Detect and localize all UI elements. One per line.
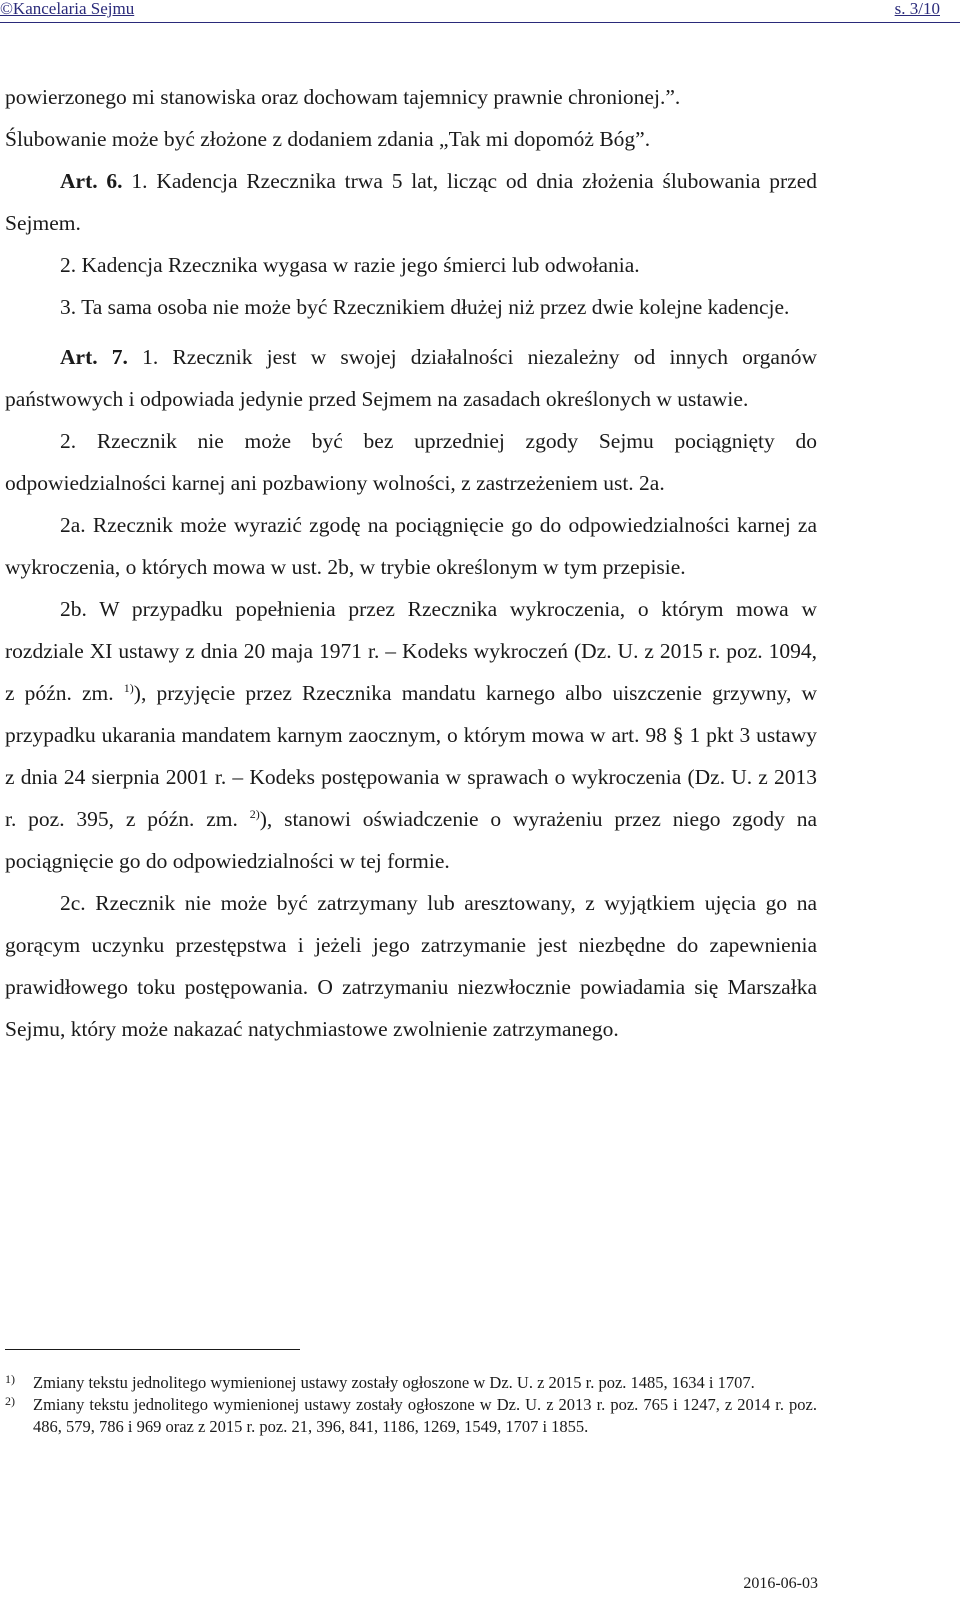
article-7-heading: Art. 7. <box>60 345 128 369</box>
footnote-2 <box>5 1394 817 1438</box>
article-6-section-1-text: 1. Kadencja Rzecznika trwa 5 lat, licząc od dnia złożenia ślubowania przed Sejmem. <box>5 169 818 235</box>
article-7-section-2a: 2a. Rzecznik może wyrazić zgodę na pociągnięcie go do odpowiedzialności karnej za wykroczenia, o których mowa w ust. 2b, w trybie określonym w tym przepisie. <box>5 513 817 579</box>
article-6-section-2: 2. Kadencja Rzecznika wygasa w razie jego śmierci lub odwołania. <box>60 253 640 277</box>
paragraph-oath-end: powierzonego mi stanowiska oraz dochowam tajemnicy prawnie chronionej.”. <box>5 85 681 109</box>
document-body <box>5 76 817 1050</box>
footnote-1-text: Zmiany tekstu jednolitego wymienionej ustawy zostały ogłoszone w Dz. U. z 2015 r. poz. 1485, 1634 i 1707. <box>33 1373 755 1392</box>
section-2b-text-1: 2b. W przypadku popełnienia przez Rzecznika wykroczenia, o którym mowa w rozdziale XI ustawy z dnia 20 maja 1971 r. – Kodeks wykroczeń (Dz. U. z 2015 r. poz. 1094, z późn. zm. <box>5 597 817 705</box>
footnote-2-number: 2) <box>5 1394 15 1408</box>
paragraph-oath-addition: Ślubowanie może być złożone z dodaniem zdania „Tak mi dopomóż Bóg”. <box>5 127 651 151</box>
footnote-1 <box>5 1372 817 1394</box>
article-7-section-2: 2. Rzecznik nie może być bez uprzedniej zgody Sejmu pociągnięty do odpowiedzialności karnej ani pozbawiony wolności, z zastrzeżeniem ust. 2a. <box>5 429 817 495</box>
header-rule <box>0 22 960 23</box>
footnote-2-text: Zmiany tekstu jednolitego wymienionej ustawy zostały ogłoszone w Dz. U. z 2013 r. poz. 765 i 1247, z 2014 r. poz. 486, 579, 786 i 969 oraz z 2015 r. poz. 21, 396, 841, 1186, 1269, 1549, 1707 i 1855. <box>33 1395 817 1436</box>
footnote-1-number: 1) <box>5 1372 15 1386</box>
article-6-heading: Art. 6. <box>60 169 123 193</box>
article-6-section-1 <box>5 160 817 244</box>
article-7-section-2c: 2c. Rzecznik nie może być zatrzymany lub aresztowany, z wyjątkiem ujęcia go na gorącym uczynku przestępstwa i jeżeli jego zatrzymanie jest niezbędne do zapewnienia prawidłowego toku postępowania. O zatrzymaniu niezwłocznie powiadamia się Marszałka Sejmu, który może nakazać natychmiastowe zwolnienie zatrzymanego. <box>5 891 817 1041</box>
page-footer-date: 2016-06-03 <box>743 1575 818 1592</box>
page-header <box>0 0 960 22</box>
footnote-ref-1[interactable]: 1) <box>123 681 134 695</box>
page-number: s. 3/10 <box>894 0 940 18</box>
section-2b-text-3: ), stanowi oświadczenie o wyrażeniu przez niego zgody na pociągnięcie go do odpowiedzialności w tej formie. <box>5 807 817 873</box>
article-7-section-1 <box>5 336 817 420</box>
publisher-label: ©Kancelaria Sejmu <box>0 0 135 18</box>
article-7-section-2b <box>5 588 817 882</box>
section-2b-text-2: ), przyjęcie przez Rzecznika mandatu karnego albo uiszczenie grzywny, w przypadku ukarania mandatem karnym zaocznym, o którym mowa w art. 98 § 1 pkt 3 ustawy z dnia 24 sierpnia 2001 r. – Kodeks postępowania w sprawach o wykroczenia (Dz. U. z 2013 r. poz. 395, z późn. zm. <box>5 681 817 831</box>
footnote-separator <box>5 1349 300 1350</box>
article-6-section-3: 3. Ta sama osoba nie może być Rzecznikiem dłużej niż przez dwie kolejne kadencje. <box>60 295 790 319</box>
footnotes <box>5 1372 817 1438</box>
footnote-ref-2[interactable]: 2) <box>249 807 260 821</box>
article-7-section-1-text: 1. Rzecznik jest w swojej działalności niezależny od innych organów państwowych i odpowiada jedynie przed Sejmem na zasadach określonych w ustawie. <box>5 345 818 411</box>
